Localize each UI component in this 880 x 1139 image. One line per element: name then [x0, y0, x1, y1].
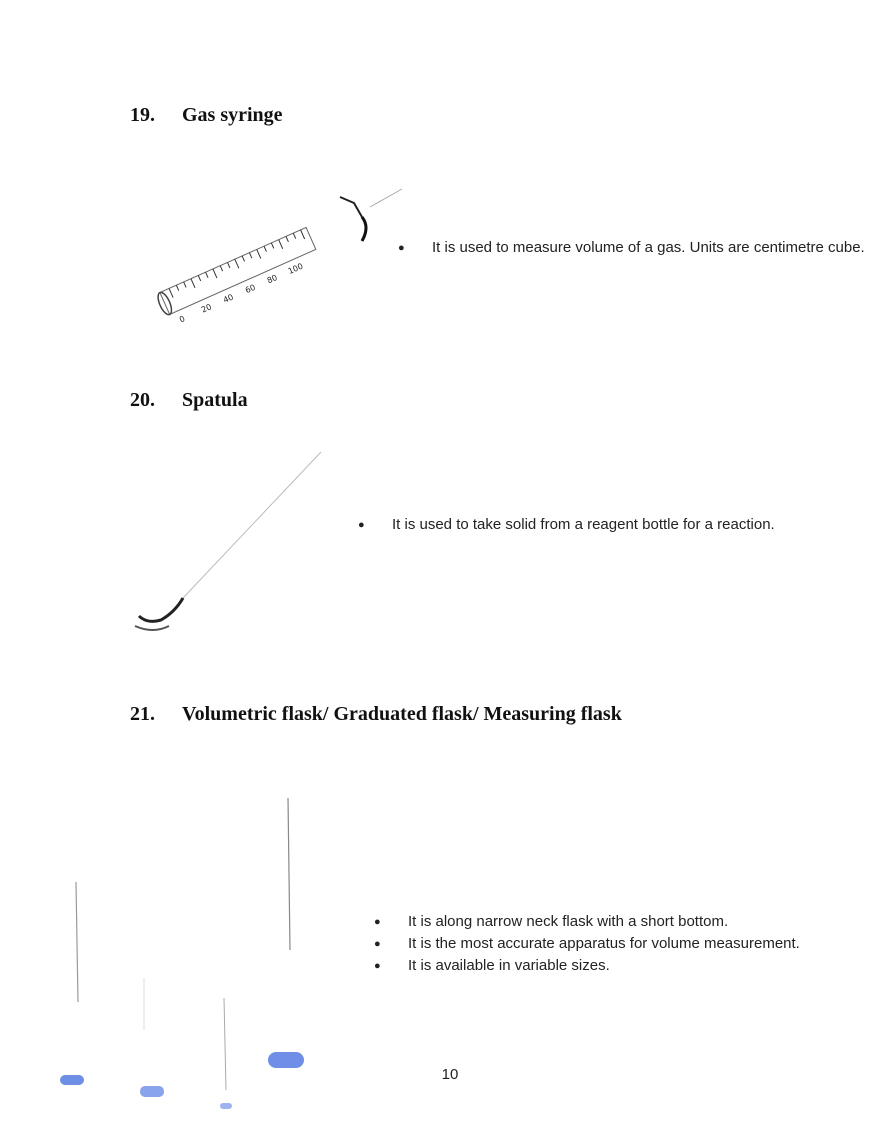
scale-label: 40	[221, 292, 235, 305]
section-title: Gas syringe	[182, 104, 283, 126]
scale-label: 80	[265, 272, 279, 286]
section-heading-volumetric-flask	[130, 703, 622, 726]
list-item: ● It is used to measure volume of a gas. Units are centimetre cube.	[398, 237, 870, 259]
bullet-list-spatula	[358, 514, 868, 536]
section-number: 21.	[130, 703, 155, 725]
page-number: 10	[441, 1066, 459, 1083]
list-item: ● It is available in variable sizes.	[374, 955, 874, 977]
section-heading-gas-syringe	[130, 104, 283, 127]
section-number: 19.	[130, 104, 155, 126]
section-number: 20.	[130, 389, 155, 411]
bullet-list-gas-syringe	[398, 237, 870, 259]
gas-syringe-icon	[140, 185, 410, 325]
bullet-list-volumetric-flask	[374, 911, 874, 977]
list-item: ● It is the most accurate apparatus for volume measurement.	[374, 933, 874, 955]
scale-label: 100	[286, 261, 305, 276]
scale-label: 0	[178, 314, 187, 325]
list-item: ● It is used to take solid from a reagent bottle for a reaction.	[358, 514, 868, 536]
section-title: Volumetric flask/ Graduated flask/ Measuring flask	[182, 703, 622, 725]
section-title: Spatula	[182, 389, 248, 411]
volumetric-flasks-icon	[40, 790, 370, 1120]
spatula-icon	[125, 450, 335, 640]
section-heading-spatula	[130, 389, 248, 412]
scale-label: 20	[200, 302, 213, 315]
scale-label: 60	[243, 282, 257, 296]
list-item: ● It is along narrow neck flask with a short bottom.	[374, 911, 874, 933]
